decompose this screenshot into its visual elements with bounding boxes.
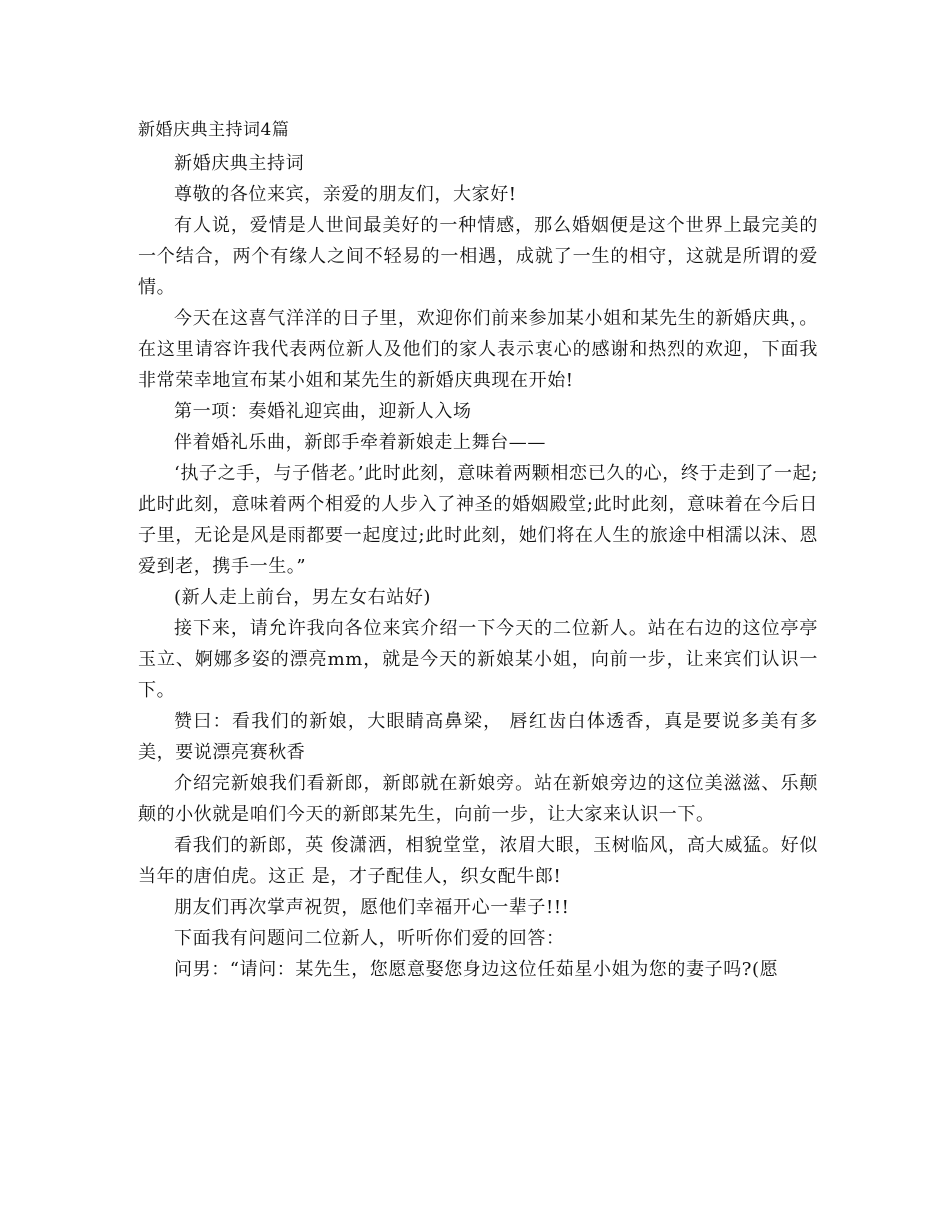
body-paragraph: 接下来，请允许我向各位来宾介绍一下今天的二位新人。站在右边的这位亭亭玉立、婀娜多姿的漂亮mm，就是今天的新娘某小姐，向前一步，让来宾们认识一下。 (138, 618, 818, 701)
greeting-paragraph: 尊敬的各位来宾，亲爱的朋友们，大家好! (174, 184, 517, 205)
body-paragraph: 朋友们再次掌声祝贺，愿他们幸福开心一辈子!!! (174, 897, 570, 918)
body-paragraph: 下面我有问题问二位新人，听听你们爱的回答： (174, 928, 565, 949)
body-paragraph: 问男：“请问：某先生，您愿意娶您身边这位任茹星小姐为您的妻子吗?(愿 (174, 959, 779, 980)
document-title: 新婚庆典主持词4篇 (138, 120, 290, 140)
body-paragraph: 有人说，爱情是人世间最美好的一种情感，那么婚姻便是这个世界上最完美的一个结合，两个有缘人之间不轻易的一相遇，成就了一生的相守，这就是所谓的爱情。 (138, 215, 818, 298)
body-paragraph: 介绍完新娘我们看新郎，新郎就在新娘旁。站在新娘旁边的这位美滋滋、乐颠颠的小伙就是咱们今天的新郎某先生，向前一步，让大家来认识一下。 (138, 773, 818, 825)
body-paragraph: 伴着婚礼乐曲，新郎手牵着新娘走上舞台—— (174, 432, 546, 453)
body-paragraph: ‘执子之手，与子偕老。’此时此刻，意味着两颗相恋已久的心，终于走到了一起;此时此刻，意味着两个相爱的人步入了神圣的婚姻殿堂;此时此刻，意味着在今后日子里，无论是风是雨都要一起度过;此时此刻，她们将在人生的旅途中相濡以沫、恩爱到老，携手一生。” (138, 463, 818, 577)
body-paragraph: 看我们的新郎，英 俊潇洒，相貌堂堂，浓眉大眼，玉树临风，高大威猛。好似当年的唐伯虎。这正 是，才子配佳人，织女配牛郎! (138, 835, 818, 887)
section-heading: 新婚庆典主持词 (174, 153, 305, 174)
body-paragraph: 第一项：奏婚礼迎宾曲，迎新人入场 (174, 401, 472, 422)
body-paragraph: (新人走上前台，男左女右站好) (174, 587, 432, 608)
body-paragraph: 赞曰：看我们的新娘，大眼睛高鼻梁， 唇红齿白体透香，真是要说多美有多美，要说漂亮赛秋香 (138, 711, 818, 763)
document-page (138, 118, 818, 985)
body-paragraph: 今天在这喜气洋洋的日子里，欢迎你们前来参加某小姐和某先生的新婚庆典，。在这里请容许我代表两位新人及他们的家人表示衷心的感谢和热烈的欢迎，下面我非常荣幸地宣布某小姐和某先生的新婚庆典现在开始! (138, 308, 818, 391)
